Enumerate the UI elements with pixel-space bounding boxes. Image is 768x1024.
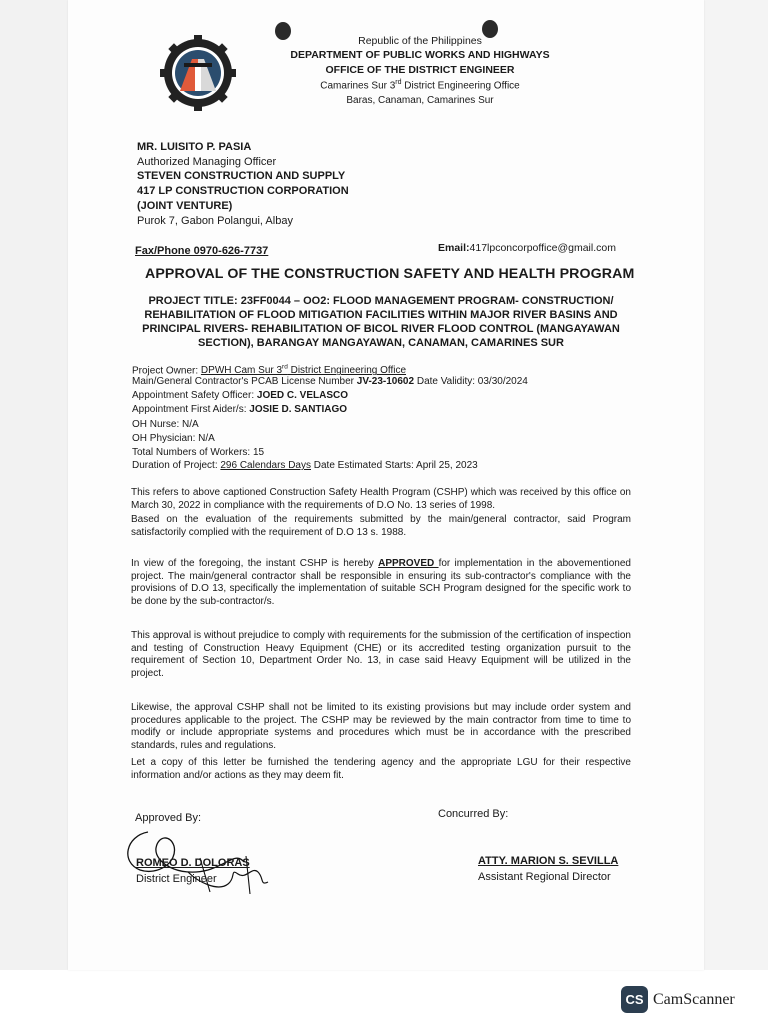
header-district-office: Camarines Sur 3rd District Engineering Office bbox=[320, 79, 520, 92]
pcab-license: Main/General Contractor's PCAB License Number JV-23-10602 Date Validity: 03/30/2024 bbox=[132, 376, 528, 387]
concurred-by-label: Concurred By: bbox=[438, 808, 509, 820]
paragraph-5: Let a copy of this letter be furnished the tendering agency and the appropriate LGU for their respective information and/or actions as they may deem fit. bbox=[131, 757, 631, 781]
fax-phone: Fax/Phone 0970-626-7737 bbox=[135, 245, 269, 257]
header-location: Baras, Canaman, Camarines Sur bbox=[346, 95, 494, 106]
addressee-name: MR. LUISITO P. PASIA bbox=[137, 141, 252, 153]
safety-officer: Appointment Safety Officer: JOED C. VELASCO bbox=[132, 390, 349, 401]
addressee-position: Authorized Managing Officer bbox=[137, 156, 277, 168]
approved-word: APPROVED bbox=[378, 558, 439, 569]
email-address: 417lpconcorpoffice@gmail.com bbox=[469, 242, 616, 254]
paragraph-2: In view of the foregoing, the instant CSHP is hereby APPROVED for implementation in the abovementioned project. The main/general contractor shall be responsible in ensuring its sub-contractor's compliance with the provisions of D.O 13, specifically the implementation of suitable SCH Program designed for the specific work to be done by the sub-contractor/s. bbox=[131, 558, 631, 607]
dpwh-seal-icon bbox=[158, 33, 238, 113]
paragraph-1b: Based on the evaluation of the requirements submitted by the main/general contractor, said Program satisfactorily complied with the requirement of D.O 13 s. 1988. bbox=[131, 514, 631, 538]
document-title: APPROVAL OF THE CONSTRUCTION SAFETY AND HEALTH PROGRAM bbox=[145, 266, 635, 282]
addressee-address: Purok 7, Gabon Polangui, Albay bbox=[137, 215, 293, 227]
camscanner-watermark bbox=[621, 986, 735, 1013]
header-republic: Republic of the Philippines bbox=[358, 35, 482, 47]
approver-title: District Engineer bbox=[136, 873, 217, 885]
oh-nurse: OH Nurse: N/A bbox=[132, 419, 199, 430]
paragraph-4: Likewise, the approval CSHP shall not be limited to its existing provisions but may include order system and procedures applicable to the project. The CSHP may be reviewed by the main contractor from time to time to modify or include appropriate systems and procedures which must be in accordance with the prescribed standards, rules and regulations. bbox=[131, 702, 631, 751]
concurrer-title: Assistant Regional Director bbox=[478, 871, 611, 883]
approved-by-label: Approved By: bbox=[135, 812, 202, 824]
first-aider: Appointment First Aider/s: JOSIE D. SANTIAGO bbox=[132, 404, 348, 415]
camscanner-logo-icon: CS bbox=[621, 986, 648, 1013]
concurrer-name: ATTY. MARION S. SEVILLA bbox=[478, 855, 619, 867]
addressee-venture: (JOINT VENTURE) bbox=[137, 200, 233, 212]
header-office: OFFICE OF THE DISTRICT ENGINEER bbox=[325, 64, 515, 76]
project-title: PROJECT TITLE: 23FF0044 – OO2: FLOOD MANAGEMENT PROGRAM- CONSTRUCTION/ REHABILITATION OF FLOOD MITIGATION FACILITIES WITHIN MAJOR RIVER BASINS AND PRINCIPAL RIVERS- REHABILITATION OF BICOL RIVER FLOOD CONTROL (MANGAYAWAN SECTION), BARANGAY MANGAYAWAN, CANAMAN, CAMARINES SUR bbox=[142, 295, 620, 349]
total-workers: Total Numbers of Workers: 15 bbox=[132, 447, 265, 458]
scan-left-margin bbox=[0, 0, 68, 970]
email-label: Email: bbox=[438, 242, 470, 254]
header-department: DEPARTMENT OF PUBLIC WORKS AND HIGHWAYS bbox=[290, 49, 550, 61]
paragraph-1: This refers to above captioned Construction Safety Health Program (CSHP) which was received by this office on March 30, 2022 in compliance with the requirements of D.O No. 13 series of 1998. bbox=[131, 487, 631, 511]
project-owner: Project Owner: DPWH Cam Sur 3rd District Engineering Office bbox=[132, 364, 407, 377]
oh-physician: OH Physician: N/A bbox=[132, 433, 215, 444]
approver-name: ROMEO D. DOLORAS bbox=[136, 857, 250, 869]
paragraph-3: This approval is without prejudice to comply with requirements for the submission of the certification of inspection and testing of Construction Heavy Equipment (CHE) or its accredited testing organization pursuit to the requirement of Section 10, Department Order No. 13, in case said Heavy Equipment will be utilized in the project. bbox=[131, 630, 631, 679]
project-duration: Duration of Project: 296 Calendars Days Date Estimated Starts: April 25, 2023 bbox=[132, 460, 478, 471]
project-owner-value: DPWH Cam Sur 3rd District Engineering Office bbox=[200, 364, 407, 377]
addressee-company-1: STEVEN CONSTRUCTION AND SUPPLY bbox=[137, 170, 346, 182]
email-line bbox=[438, 242, 616, 254]
scan-right-margin bbox=[704, 0, 768, 970]
camscanner-label: CamScanner bbox=[653, 990, 735, 1008]
addressee-company-2: 417 LP CONSTRUCTION CORPORATION bbox=[137, 185, 349, 197]
